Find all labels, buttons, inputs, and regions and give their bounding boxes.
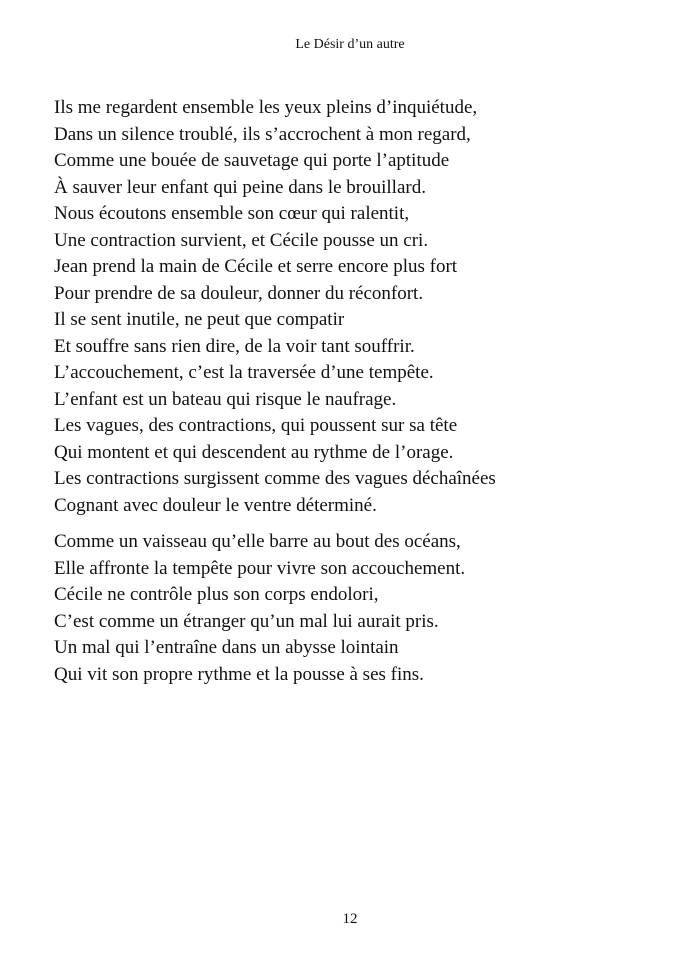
verse-line: Qui vit son propre rythme et la pousse à ses fins. [54,663,424,685]
verse-line: Les vagues, des contractions, qui poussent sur sa tête [54,415,458,436]
verse-line: Une contraction survient, et Cécile pousse un cri. [54,229,429,251]
verse-line: Comme une bouée de sauvetage qui porte l’aptitude [54,150,450,171]
verse-line: Dans un silence troublé, ils s’accrochent à mon regard, [54,123,471,145]
verse-line: Il se sent inutile, ne peut que compatir [54,309,345,330]
verse-line: Jean prend la main de Cécile et serre encore plus fort [54,256,458,277]
verse-line: Elle affronte la tempête pour vivre son accouchement. [54,557,466,579]
verse-line: C’est comme un étranger qu’un mal lui aurait pris. [54,610,439,632]
verse-line: À sauver leur enfant qui peine dans le brouillard. [54,176,426,198]
poem [54,95,674,688]
running-header: Le Désir d’un autre [295,37,405,52]
page-number: 12 [342,911,358,927]
stanza-2 [54,529,674,688]
verse-line: L’enfant est un bateau qui risque le naufrage. [54,388,397,410]
verse-line: Les contractions surgissent comme des vagues déchaînées [54,468,496,489]
verse-line: Et souffre sans rien dire, de la voir tant souffrir. [54,335,415,357]
verse-line: Ils me regardent ensemble les yeux pleins d’inquiétude, [54,97,478,118]
verse-line: Cognant avec douleur le ventre déterminé. [54,494,377,516]
verse-line: Qui montent et qui descendent au rythme de l’orage. [54,441,454,463]
verse-line: Un mal qui l’entraîne dans un abysse lointain [54,637,399,658]
verse-line: Comme un vaisseau qu’elle barre au bout des océans, [54,531,461,552]
verse-line: Cécile ne contrôle plus son corps endolori, [54,584,379,605]
verse-line: Nous écoutons ensemble son cœur qui ralentit, [54,203,410,224]
verse-line: Pour prendre de sa douleur, donner du réconfort. [54,282,424,304]
stanza-1 [54,95,674,519]
verse-line: L’accouchement, c’est la traversée d’une tempête. [54,362,434,383]
